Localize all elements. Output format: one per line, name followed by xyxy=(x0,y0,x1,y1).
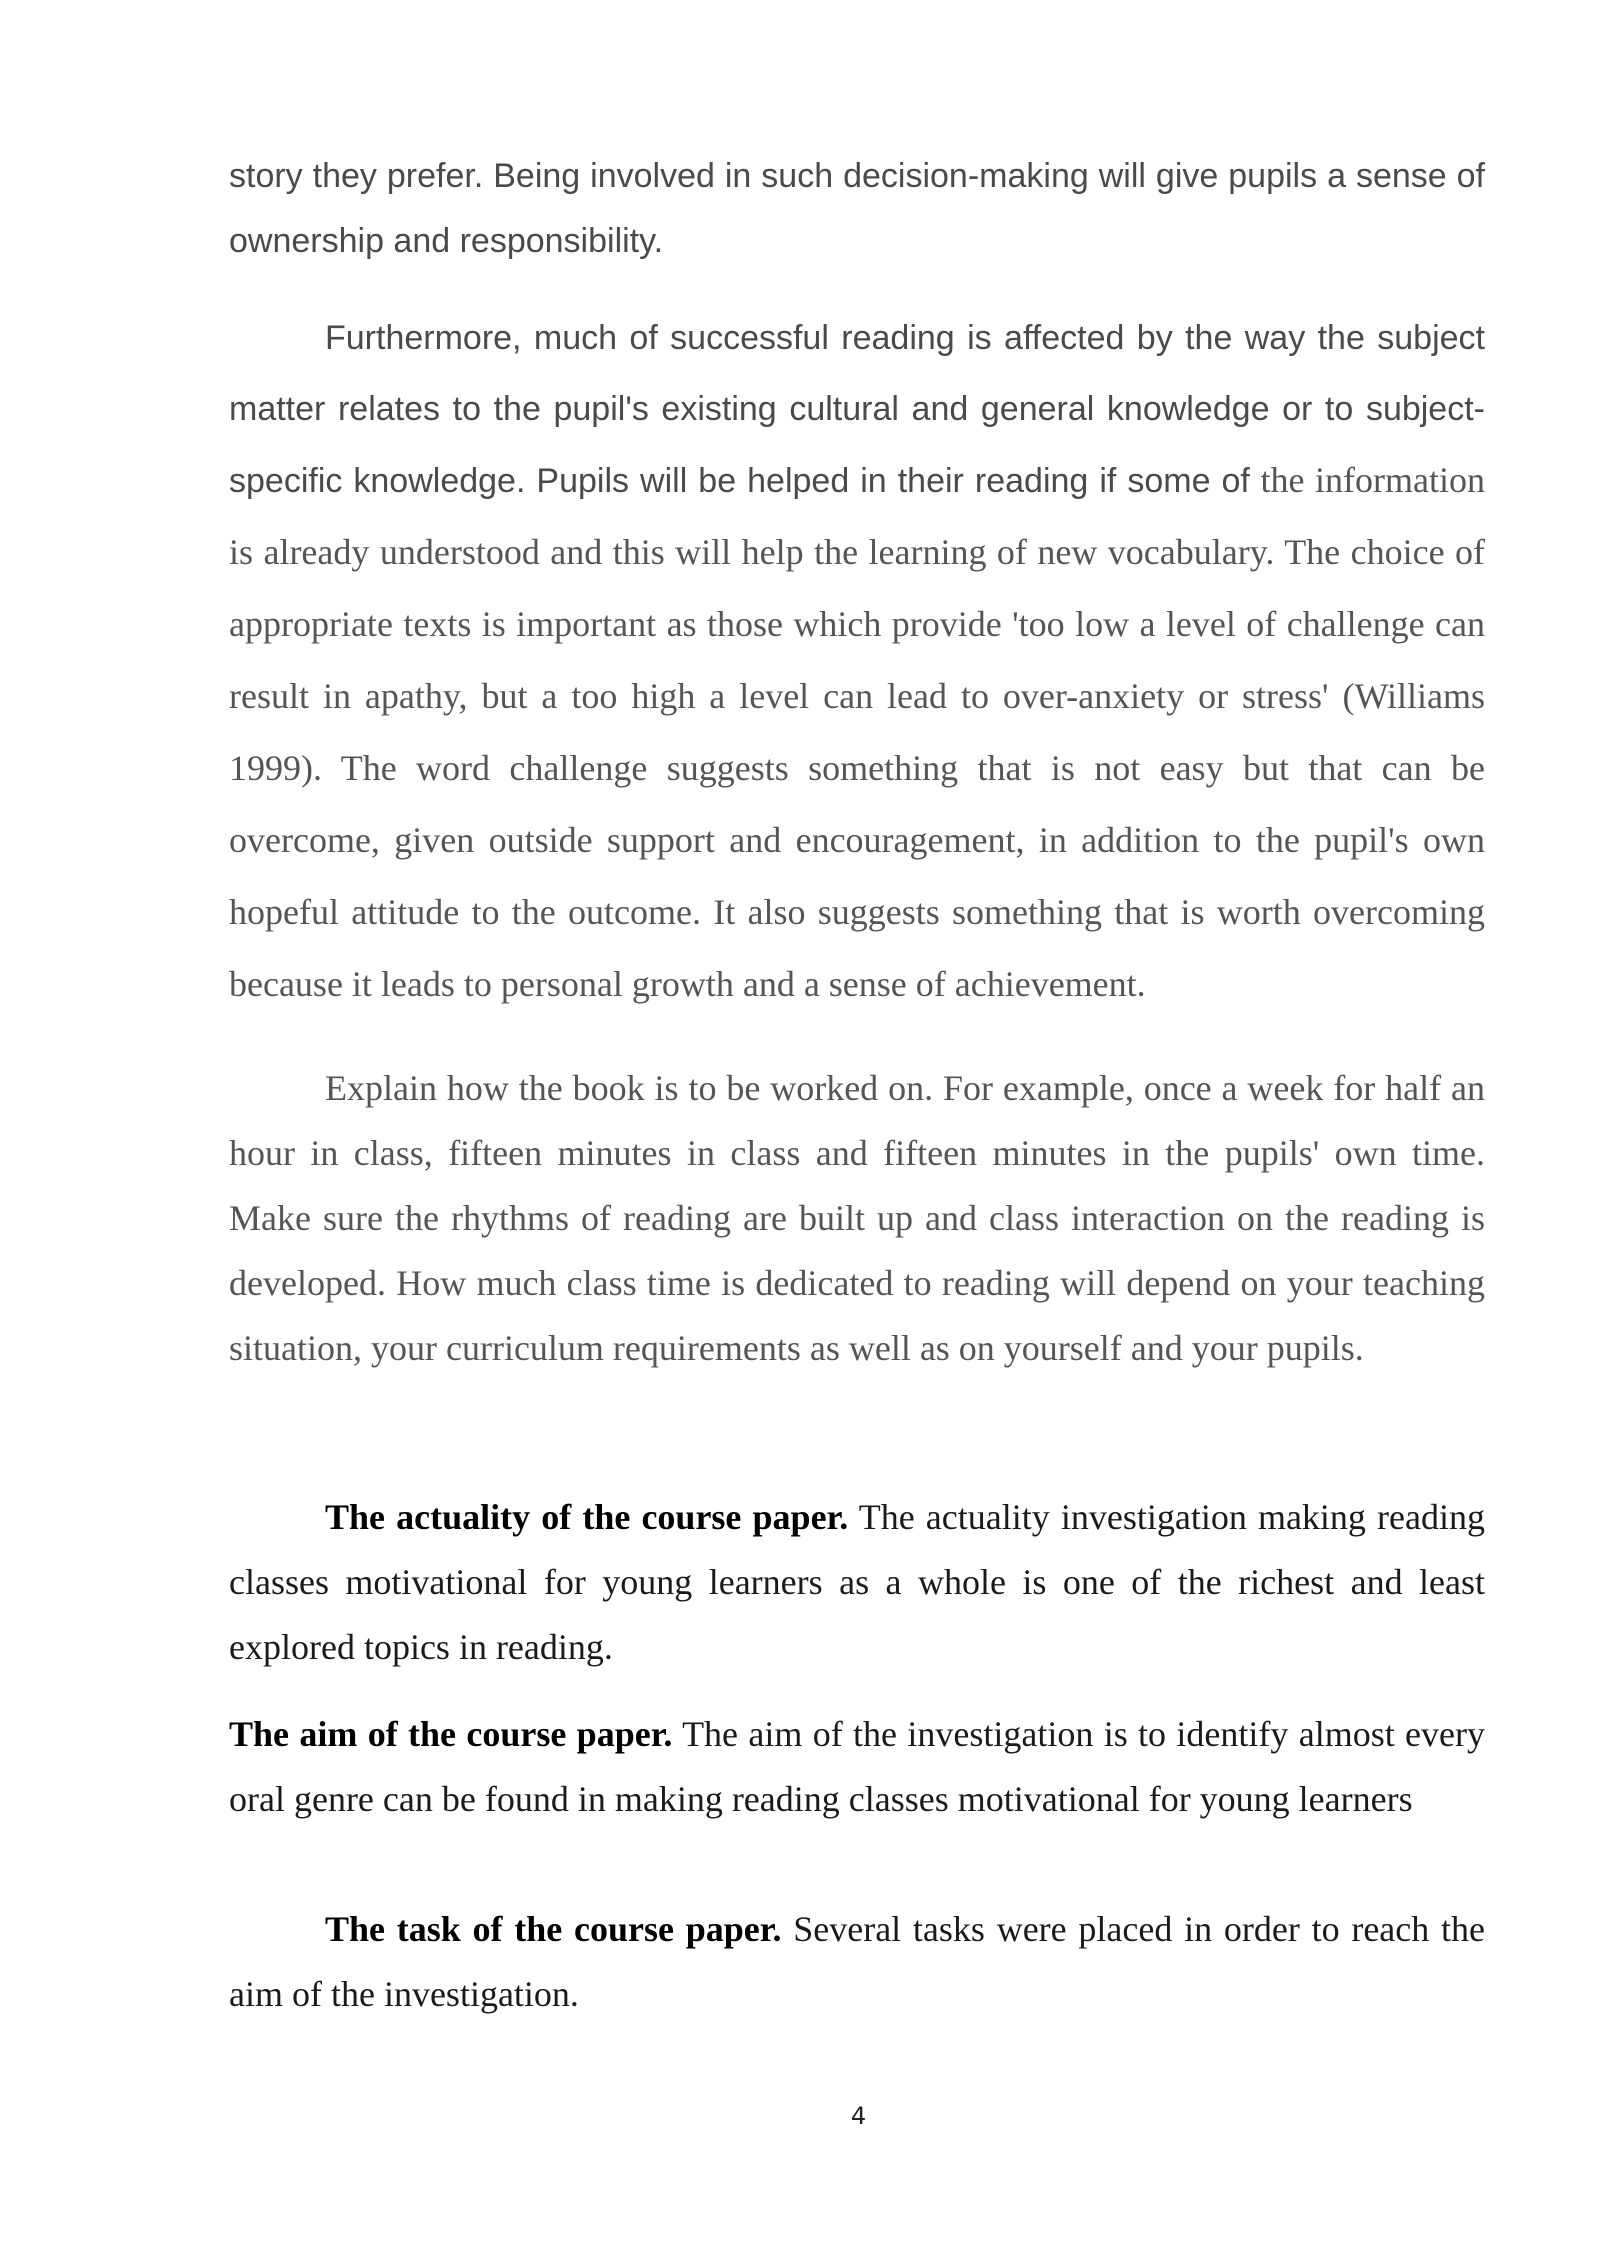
paragraph-subject-knowledge-sans-run: Furthermore, much of successful reading is affected by the way the subject matter relates to the pupil's existing cultural and general knowledge or to subject-specific knowledge. Pupils will be helped in their reading if some of xyxy=(229,319,1485,500)
paragraph-subject-knowledge-serif-run: the information is already understood and this will help the learning of new vocabulary. The choice of appropriate texts is important as those which provide 'too low a level of challenge can result in apathy, but a too high a level can lead to over-anxiety or stress' (Williams 1999). The word challenge suggests something that is not easy but that can be overcome, given outside support and encouragement, in addition to the pupil's own hopeful attitude to the outcome. It also suggests something that is worth overcoming because it leads to personal growth and a sense of achievement. xyxy=(229,460,1485,1004)
aim-heading: The aim of the course paper. xyxy=(229,1714,673,1754)
paragraph-actuality xyxy=(229,1485,1485,1680)
paragraph-working-on-book: Explain how the book is to be worked on. For example, once a week for half an hour in class, fifteen minutes in class and fifteen minutes in the pupils' own time. Make sure the rhythms of reading are built up and class interaction on the reading is developed. How much class time is dedicated to reading will depend on your teaching situation, your curriculum requirements as well as on yourself and your pupils. xyxy=(229,1068,1485,1368)
actuality-heading: The actuality of the course paper. xyxy=(325,1497,849,1537)
paragraph-subject-knowledge xyxy=(229,306,1485,1024)
task-text: Several tasks were placed in order to reach the aim of the investigation. xyxy=(229,1909,1485,2014)
aim-text: The aim of the investigation is to identify almost every oral genre can be found in making reading classes motivational for young learners xyxy=(229,1714,1486,1819)
paragraph-task xyxy=(229,1897,1485,2027)
paragraph-aim xyxy=(229,1702,1485,1832)
page-number: 4 xyxy=(850,2102,867,2130)
task-heading: The task of the course paper. xyxy=(325,1909,782,1949)
actuality-text: The actuality investigation making reading classes motivational for young learners as a whole is one of the richest and least explored topics in reading. xyxy=(229,1497,1485,1667)
paragraph-ownership: story they prefer. Being involved in such decision-making will give pupils a sense of ownership and responsibility. xyxy=(229,157,1485,260)
